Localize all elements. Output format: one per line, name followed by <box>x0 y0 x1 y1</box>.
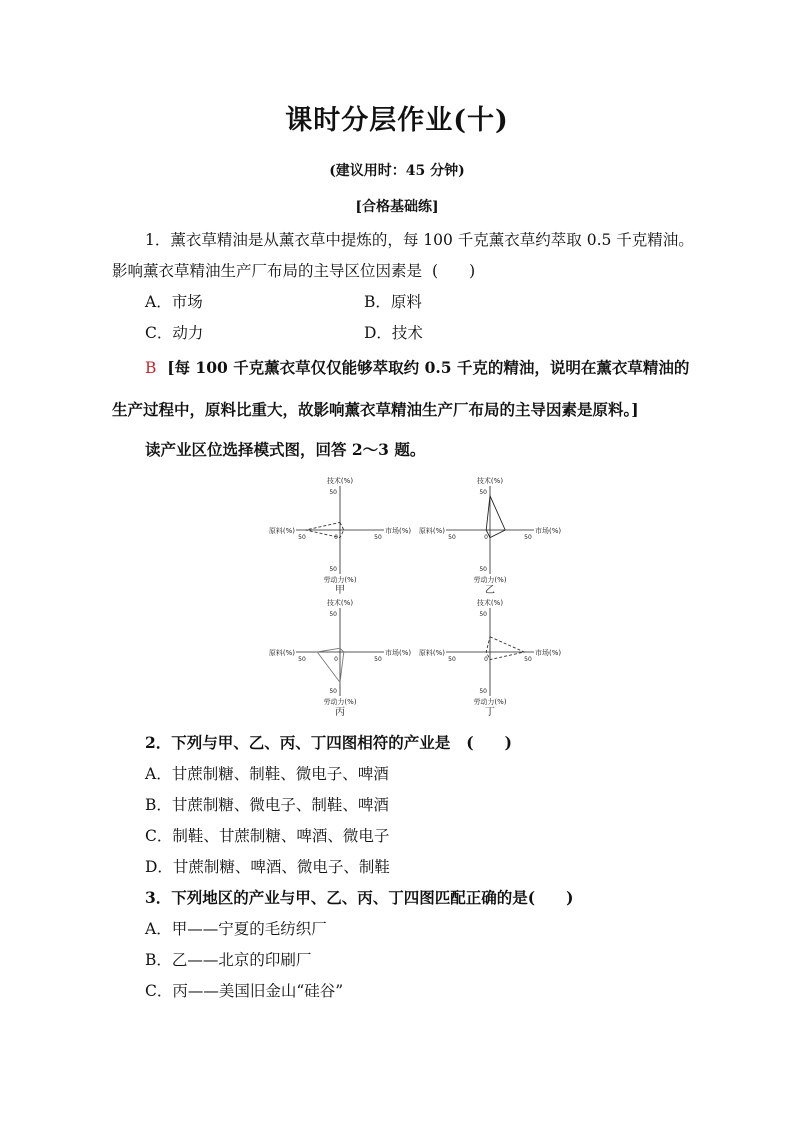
tick-label-top: 50 <box>479 489 487 496</box>
q1-answer-letter: B <box>145 359 157 377</box>
q1-option-a: A．市场 <box>145 293 203 311</box>
axis-label-labor: 劳动力(%) <box>473 698 507 706</box>
axis-label-market: 市场(%) <box>385 527 412 535</box>
q2-option-a: A．甘蔗制糖、制鞋、微电子、啤酒 <box>145 765 389 783</box>
q1-option-d: D．技术 <box>364 324 423 342</box>
q2-option-d: D．甘蔗制糖、啤酒、微电子、制鞋 <box>145 858 390 876</box>
chart-name-label: 丙 <box>335 707 345 718</box>
q1-stem-line1: 1．薰衣草精油是从薰衣草中提炼的，每 100 千克薰衣草约萃取 0.5 千克精油。 <box>145 231 694 249</box>
axis-label-technology: 技术(%) <box>326 599 354 607</box>
tick-label-bottom: 50 <box>479 566 487 573</box>
q1-explanation-line2: 生产过程中，原料比重大，故影响薰衣草精油生产厂布局的主导因素是原料。] <box>112 400 639 419</box>
q3-option-a: A．甲——宁夏的毛纺织厂 <box>145 920 327 938</box>
axis-label-raw-material: 原料(%) <box>418 649 445 657</box>
tick-label-right: 50 <box>374 656 382 663</box>
axis-label-labor: 劳动力(%) <box>473 576 507 584</box>
tick-label-bottom: 50 <box>479 688 487 695</box>
q2-stem <box>145 731 512 753</box>
figure-intro: 读产业区位选择模式图，回答 2～3 题。 <box>145 440 426 459</box>
origin-label: 0 <box>334 656 338 663</box>
axis-label-raw-material: 原料(%) <box>268 649 295 657</box>
page-title: 课时分层作业(十) <box>285 105 509 136</box>
tick-label-right: 50 <box>374 534 382 541</box>
q1-answer-blank: ( ) <box>432 262 476 280</box>
tick-label-left: 50 <box>298 534 306 541</box>
q3-answer-blank: ( ) <box>527 888 574 907</box>
q3-stem <box>145 886 574 908</box>
origin-label: 0 <box>484 656 488 663</box>
data-polygon-4 <box>486 637 524 660</box>
tick-label-right: 50 <box>524 534 532 541</box>
axis-label-labor: 劳动力(%) <box>323 576 357 584</box>
q2-option-b: B．甘蔗制糖、微电子、制鞋、啤酒 <box>145 796 389 814</box>
axis-label-technology: 技术(%) <box>476 477 504 485</box>
q1-explanation-line1 <box>145 356 689 378</box>
axis-label-technology: 技术(%) <box>476 599 504 607</box>
axis-label-market: 市场(%) <box>385 649 412 657</box>
q1-stem-line2 <box>112 259 476 281</box>
axis-label-raw-material: 原料(%) <box>268 527 295 535</box>
tick-label-left: 50 <box>448 656 456 663</box>
tick-label-left: 50 <box>298 656 306 663</box>
tick-label-bottom: 50 <box>329 688 337 695</box>
tick-label-right: 50 <box>524 656 532 663</box>
chart-name-label: 甲 <box>335 585 345 596</box>
industry-location-radar-figure <box>0 470 794 720</box>
chart-name-label: 乙 <box>485 585 495 596</box>
axis-label-technology: 技术(%) <box>326 477 354 485</box>
time-hint: (建议用时：45 分钟) <box>329 163 465 179</box>
q3-option-c: C．丙——美国旧金山“硅谷” <box>145 982 344 1000</box>
data-polygon-2 <box>486 496 505 538</box>
q3-stem-text: 3．下列地区的产业与甲、乙、丙、丁四图匹配正确的是 <box>145 888 528 907</box>
q2-stem-text: 2．下列与甲、乙、丙、丁四图相符的产业是 <box>145 733 451 752</box>
axis-label-market: 市场(%) <box>535 649 562 657</box>
q1-option-b: B．原料 <box>364 293 422 311</box>
tick-label-top: 50 <box>329 489 337 496</box>
tick-label-bottom: 50 <box>329 566 337 573</box>
origin-label: 0 <box>484 534 488 541</box>
q1-explanation-text: [每 100 千克薰衣草仅仅能够萃取约 0.5 千克的精油，说明在薰衣草精油的 <box>167 358 690 377</box>
q2-option-c: C．制鞋、甘蔗制糖、啤酒、微电子 <box>145 827 390 845</box>
axis-label-labor: 劳动力(%) <box>323 698 357 706</box>
origin-label: 0 <box>334 534 338 541</box>
q2-answer-blank: ( ) <box>466 733 512 752</box>
q1-option-c: C．动力 <box>145 324 204 342</box>
q1-stem-text: 影响薰衣草精油生产厂布局的主导区位因素是 <box>112 262 423 280</box>
section-heading: [合格基础练] <box>355 199 439 215</box>
axis-label-raw-material: 原料(%) <box>418 527 445 535</box>
axis-label-market: 市场(%) <box>535 527 562 535</box>
chart-name-label: 丁 <box>485 707 495 718</box>
q3-option-b: B．乙——北京的印刷厂 <box>145 951 312 969</box>
tick-label-left: 50 <box>448 534 456 541</box>
tick-label-top: 50 <box>479 611 487 618</box>
tick-label-top: 50 <box>329 611 337 618</box>
